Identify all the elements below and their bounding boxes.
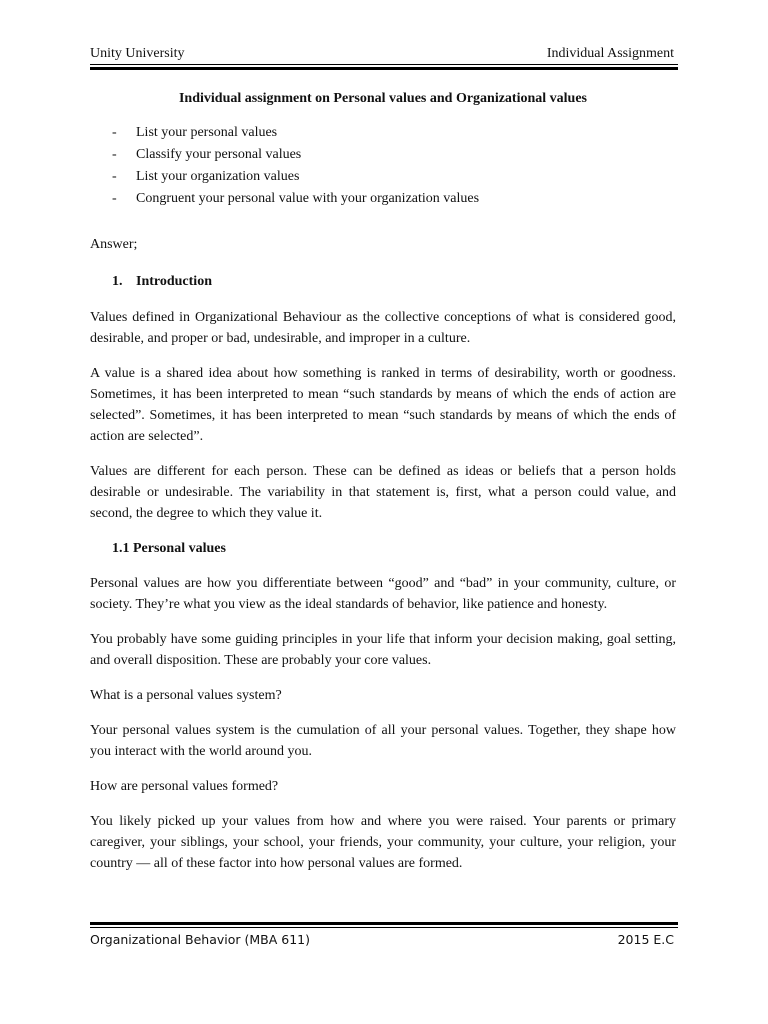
paragraph-values-definition: Values defined in Organizational Behaviour as the collective conceptions of what is considered good, desirable, and proper or bad, undesirable, and improper in a culture. xyxy=(90,310,676,346)
dash-marker: - xyxy=(112,191,117,206)
paragraph-values-system: Your personal values system is the cumulation of all your personal values. Together, they shape how you interact with the world around you. xyxy=(90,723,676,759)
section-heading xyxy=(90,271,676,292)
list-item xyxy=(90,122,676,144)
section-number: 1. xyxy=(112,274,123,289)
section-title: Introduction xyxy=(136,274,212,289)
question-values-formed: How are personal values formed? xyxy=(90,779,279,794)
list-item xyxy=(90,188,676,210)
list-item xyxy=(90,144,676,166)
header-rule-thick xyxy=(90,67,678,70)
footer-rule-thick xyxy=(90,922,678,925)
page-content xyxy=(90,88,676,874)
page-header xyxy=(90,46,678,66)
task-list xyxy=(90,122,676,210)
dash-marker: - xyxy=(112,125,117,140)
subsection-heading: 1.1 Personal values xyxy=(112,541,226,556)
question-values-system: What is a personal values system? xyxy=(90,688,282,703)
header-assignment: Individual Assignment xyxy=(546,46,674,61)
list-item-text: List your personal values xyxy=(136,125,278,140)
paragraph-values-different: Values are different for each person. These can be defined as ideas or beliefs that a person holds desirable or undesirable. The variability in that statement is, first, what a person could value, and second, the degree to which they value it. xyxy=(90,464,676,521)
list-item xyxy=(90,166,676,188)
dash-marker: - xyxy=(112,147,117,162)
header-rule-thin xyxy=(90,64,678,65)
dash-marker: - xyxy=(112,169,117,184)
paragraph-guiding-principles: You probably have some guiding principles in your life that inform your decision making, goal setting, and overall disposition. These are probably your core values. xyxy=(90,632,676,668)
list-item-text: Congruent your personal value with your organization values xyxy=(136,191,480,206)
header-university: Unity University xyxy=(90,46,185,61)
list-item-text: Classify your personal values xyxy=(136,147,302,162)
list-item-text: List your organization values xyxy=(136,169,300,184)
document-title: Individual assignment on Personal values and Organizational values xyxy=(178,91,588,106)
paragraph-value-idea: A value is a shared idea about how something is ranked in terms of desirability, worth or goodness. Sometimes, it has been interpreted to mean “such standards by means of which the ends of action are selected”. Sometimes, it has been interpreted to mean “such standards by means of which the ends of action are selected”. xyxy=(90,366,676,444)
footer-year: 2015 E.C xyxy=(617,932,674,947)
footer-course: Organizational Behavior (MBA 611) xyxy=(90,932,310,947)
paragraph-values-formed: You likely picked up your values from how and where you were raised. Your parents or primary caregiver, your siblings, your school, your friends, your community, your culture, your religion, your country — all of these factor into how personal values are formed. xyxy=(90,814,676,871)
answer-label: Answer; xyxy=(90,237,138,252)
footer-rule-thin xyxy=(90,927,678,928)
paragraph-personal-values: Personal values are how you differentiate between “good” and “bad” in your community, culture, or society. They’re what you view as the ideal standards of behavior, like patience and honesty. xyxy=(90,576,676,612)
